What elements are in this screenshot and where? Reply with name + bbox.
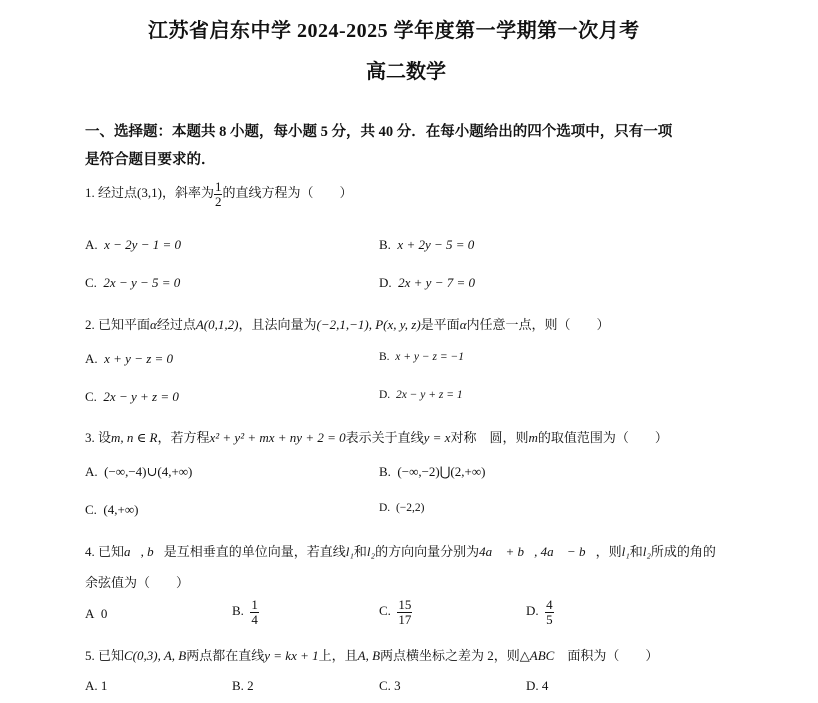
q2-alpha: α (150, 317, 157, 332)
q1-option-a[interactable]: A. x − 2y − 1 = 0 (85, 237, 181, 252)
question-4: 4. 已知a⃗, b⃗是互相垂直的单位向量，若直线l₁和l₂的方向向量分别为4a⃗ + b⃗, 4a⃗ − b⃗，则l₁和l₂所成的角的 (85, 544, 716, 559)
q1-text-1: 经过点 (98, 185, 138, 201)
q4-line2: 余弦值为（ ） (85, 575, 190, 590)
q4-option-a[interactable]: A 0 (85, 606, 108, 621)
q5-option-b[interactable]: B. 2 (232, 678, 254, 693)
q5-triangle: △ABC (519, 648, 555, 663)
q1-slope-fraction: $\frac{1}{2}$ (214, 179, 222, 209)
q1-number: 1. (85, 185, 95, 201)
question-1 (85, 180, 352, 208)
exam-title: 江苏省启东中学 2024-2025 学年度第一学期第一次月考 (148, 20, 640, 42)
q4-vectors: a⃗, b⃗ (124, 544, 164, 559)
q4-option-b[interactable]: B. $\frac{1}{4}$ (232, 597, 258, 627)
q4-direction-vectors: 4a⃗ + b⃗, 4a⃗ − b⃗ (479, 544, 596, 559)
q2-option-c[interactable]: C. 2x − y + z = 0 (85, 389, 179, 404)
q2-normal-vector: (−2,1,−1), P(x, y, z) (316, 317, 421, 332)
question-5: 5. 已知C(0,3), A, B两点都在直线y = kx + 1上，且A, B两点横坐标之差为 2，则△ABC 面积为（ ） (85, 648, 659, 663)
q1-text-3: 的直线方程为（ ） (222, 185, 353, 201)
q1-text-2: ，斜率为 (161, 185, 214, 201)
question-3: 3. 设m, n ∈ R，若方程x² + y² + mx + ny + 2 = 0表示关于直线y = x对称 圆，则m的取值范围为（ ） (85, 430, 668, 445)
q4-option-c[interactable]: C. $\frac{15}{17}$ (379, 597, 412, 627)
q2-option-d[interactable]: D. 2x − y + z = 1 (379, 389, 463, 401)
q3-variables: m, n ∈ R (111, 430, 158, 445)
q1-point: (3,1) (137, 185, 162, 201)
q2-point-a: A(0,1,2) (195, 317, 239, 332)
q3-option-b[interactable]: B. (−∞,−2)⋃(2,+∞) (379, 464, 486, 479)
q4-option-d[interactable]: D. $\frac{4}{5}$ (526, 597, 553, 627)
q2-option-a[interactable]: A. x + y − z = 0 (85, 351, 174, 366)
q3-equation: x² + y² + mx + ny + 2 = 0 (209, 430, 346, 445)
q5-option-a[interactable]: A. 1 (85, 678, 108, 693)
q5-line: y = kx + 1 (264, 648, 319, 663)
q3-option-a[interactable]: A. (−∞,−4)∪(4,+∞) (85, 464, 193, 479)
q3-option-d[interactable]: D. (−2,2) (379, 502, 425, 514)
exam-subtitle: 高二数学 (366, 61, 446, 83)
q3-line: y = x (423, 430, 451, 445)
section-heading-line2: 是符合题目要求的． (85, 152, 216, 168)
question-2: 2. 已知平面α经过点A(0,1,2)，且法向量为(−2,1,−1), P(x, y, z)是平面α内任意一点，则（ ） (85, 317, 610, 332)
q1-option-b[interactable]: B. x + 2y − 5 = 0 (379, 237, 475, 252)
q1-option-d[interactable]: D. 2x + y − 7 = 0 (379, 275, 475, 290)
q2-option-b[interactable]: B. x + y − z = −1 (379, 351, 465, 363)
q5-points: C(0,3), A, B (124, 648, 187, 663)
section-heading-line1: 一、选择题：本题共 8 小题，每小题 5 分，共 40 分．在每小题给出的四个选项中，只有一项 (85, 124, 673, 140)
q1-option-c[interactable]: C. 2x − y − 5 = 0 (85, 275, 181, 290)
q5-option-d[interactable]: D. 4 (526, 678, 549, 693)
q5-option-c[interactable]: C. 3 (379, 678, 401, 693)
q3-option-c[interactable]: C. (4,+∞) (85, 502, 139, 517)
